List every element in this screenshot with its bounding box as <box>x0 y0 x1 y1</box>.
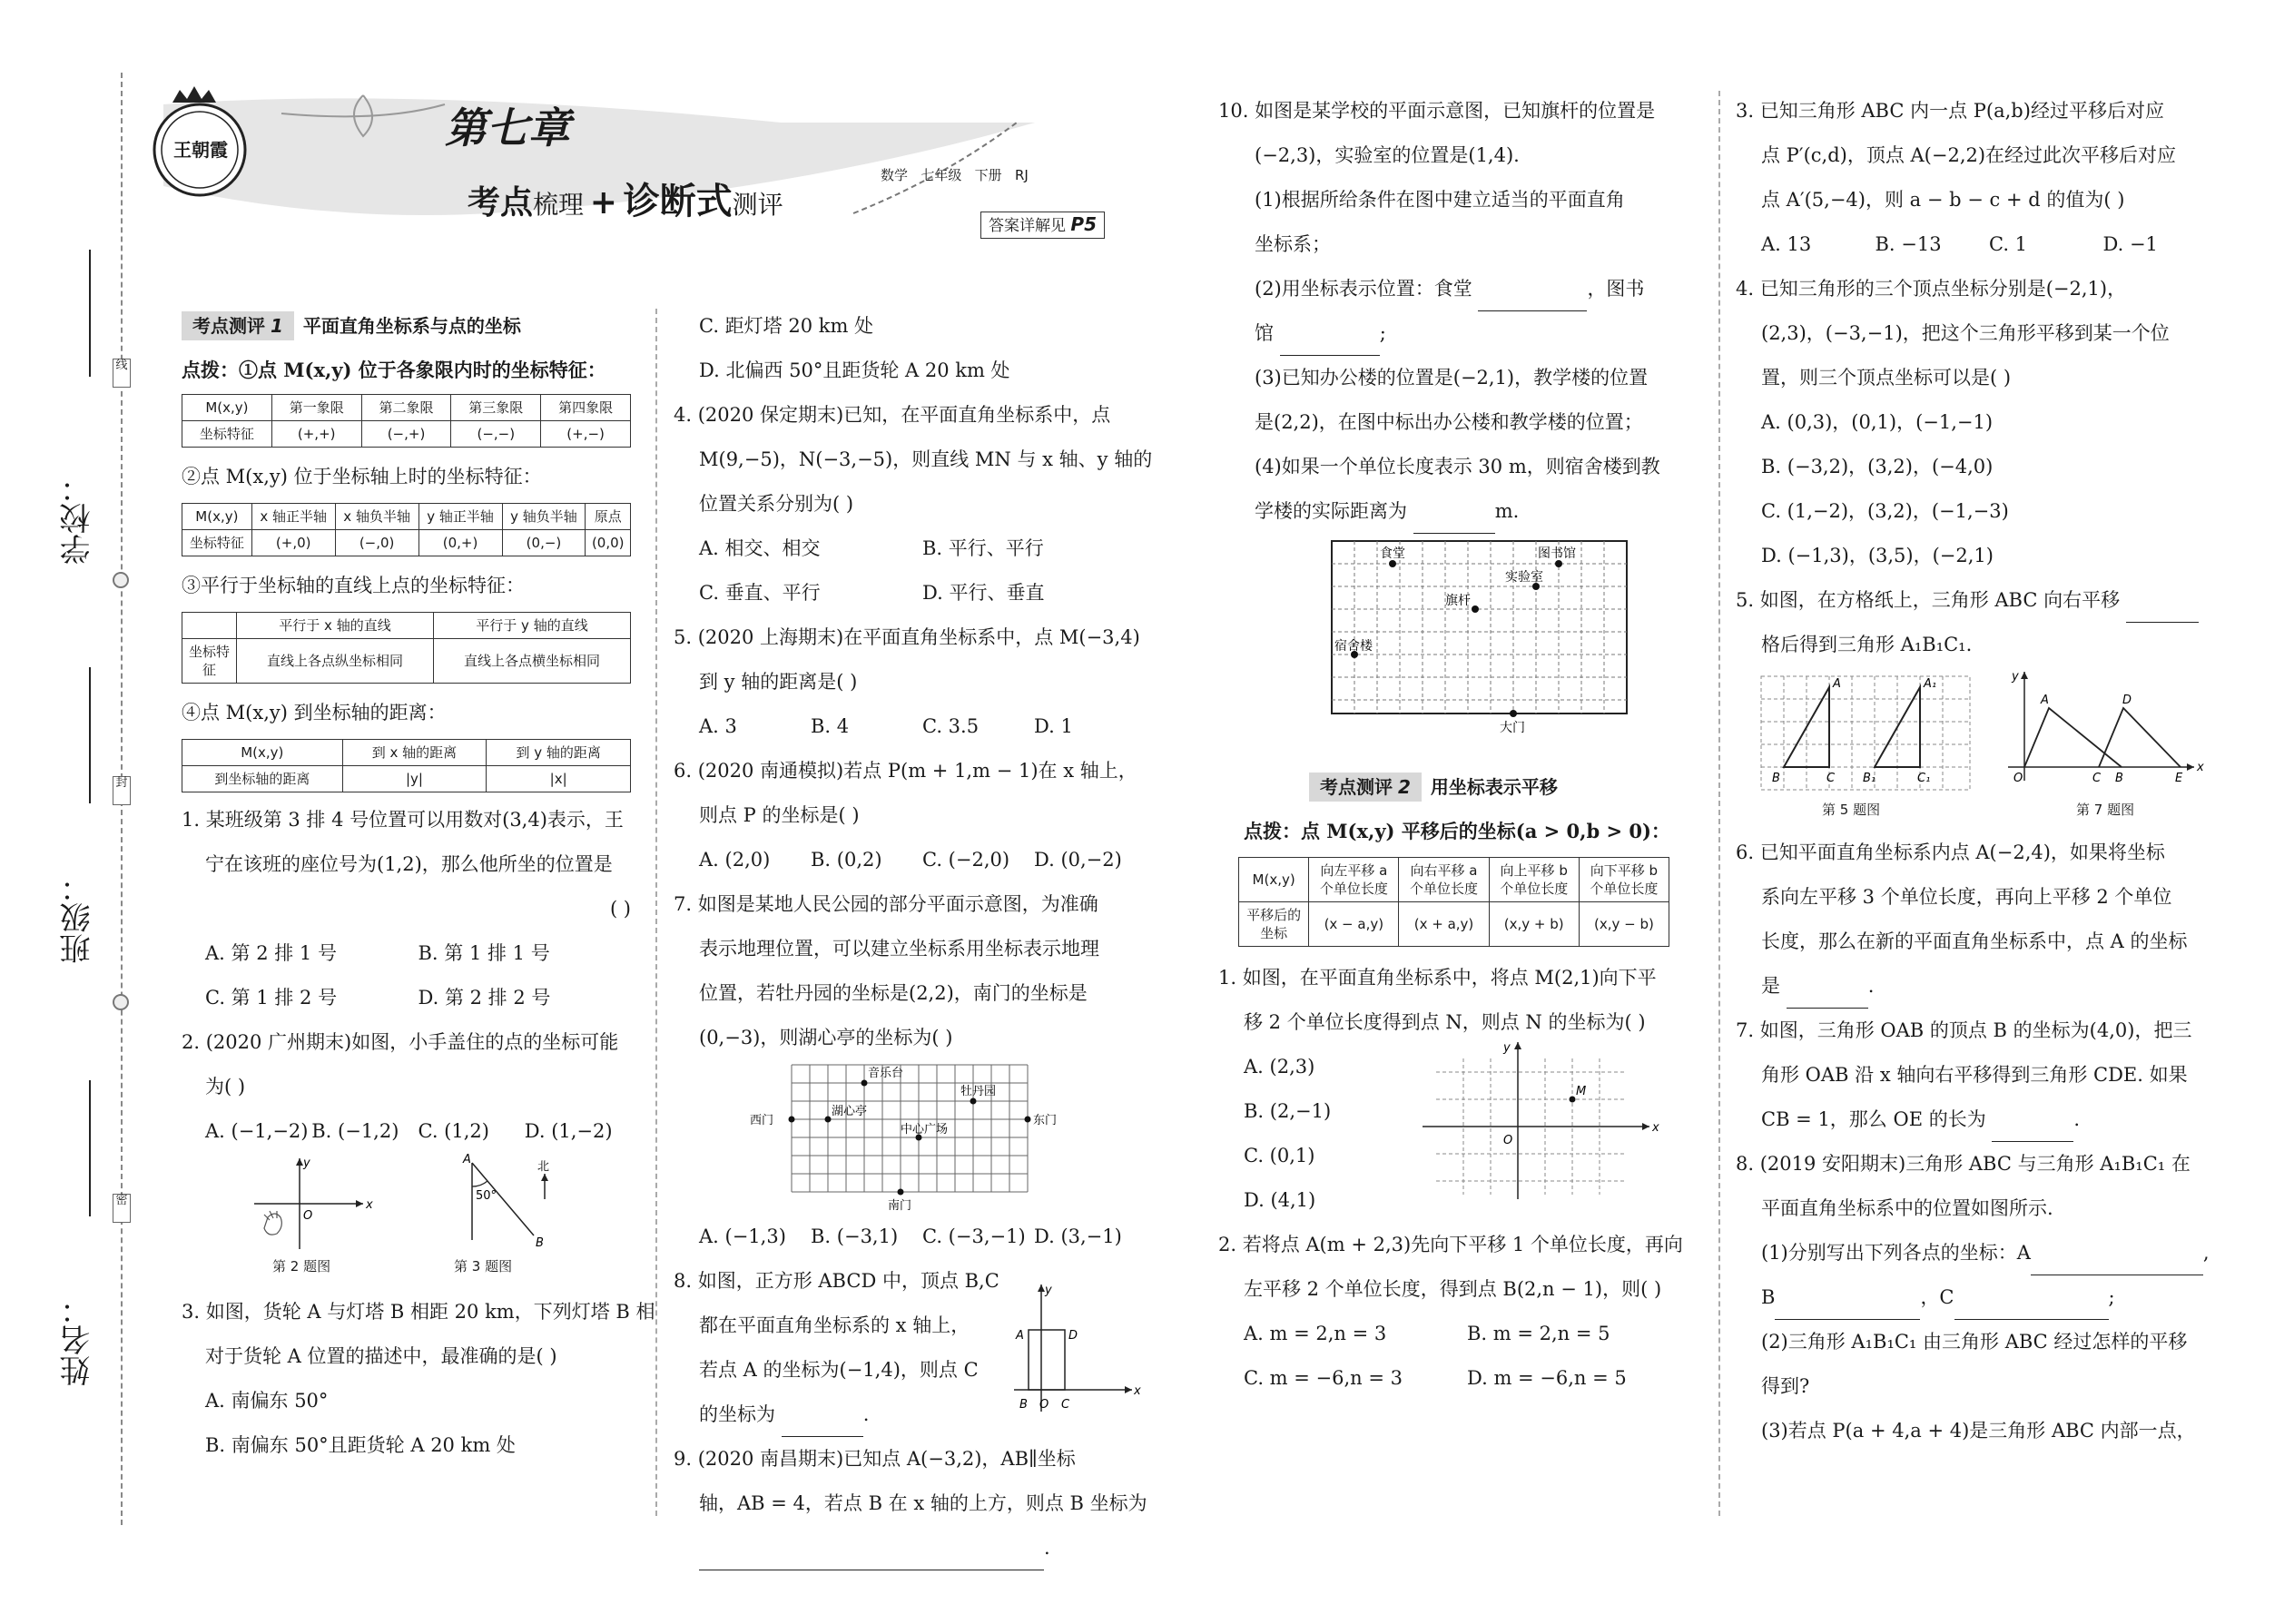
book-volume: 下册 <box>974 167 1002 183</box>
question-10-line-7: (3)已知办公楼的位置是(−2,1)，教学楼的位置 <box>1255 367 1649 389</box>
answer-blank[interactable] <box>1787 985 1868 1009</box>
s2-question-7-line-3: CB = 1，那么 OE 的长为 . <box>1736 1097 2217 1142</box>
s2-figure-1 <box>1409 1031 1690 1204</box>
svg-text:O: O <box>303 1209 313 1223</box>
answer-blank-canteen[interactable] <box>1478 288 1587 311</box>
option-c[interactable]: C. (0,1) <box>1244 1145 1315 1166</box>
svg-text:A: A <box>1016 1329 1024 1343</box>
column-2 <box>674 304 1153 1570</box>
school-label-library: 图书馆 <box>1538 546 1576 561</box>
school-label-lab: 实验室 <box>1505 570 1543 585</box>
svg-text:x: x <box>2197 761 2204 774</box>
svg-text:O: O <box>2013 772 2023 785</box>
s2-question-6-line-3: 长度，那么在新的平面直角坐标系中，点 A 的坐标 <box>1761 930 2188 952</box>
question-10-line-8: 是(2,2)，在图中标出办公楼和教学楼的位置； <box>1255 411 1643 433</box>
option-b[interactable]: B. (0,2) <box>811 849 882 871</box>
question-9-line-1: 9. (2020 南昌期末)已知点 A(−3,2)，AB∥坐标 <box>674 1448 1076 1470</box>
option-d[interactable]: D. (1,−2) <box>524 1120 613 1142</box>
svg-text:x: x <box>366 1198 373 1212</box>
column-divider <box>1718 91 1720 1516</box>
question-4-line-3: 位置关系分别为( ) <box>699 493 854 515</box>
svg-text:x: x <box>1134 1384 1141 1398</box>
s2-question-3-options <box>1736 222 2217 267</box>
svg-text:C₁: C₁ <box>1917 772 1931 785</box>
figures-5-7 <box>1736 667 2217 831</box>
svg-text:北: 北 <box>537 1160 550 1174</box>
option-d[interactable]: D. 平行、垂直 <box>922 582 1045 604</box>
question-4-options <box>674 571 1146 615</box>
axis-distance-table: M(x,y) 到 x 轴的距离 到 y 轴的距离 到坐标轴的距离 |y| |x| <box>182 739 631 792</box>
book-subject: 数学 <box>881 167 909 183</box>
section-tag: 考点测评 2 <box>1309 773 1422 802</box>
question-8-line-3: 若点 A 的坐标为(−1,4)，则点 C <box>699 1359 979 1381</box>
book-grade: 七年级 <box>921 167 962 183</box>
translation-table: M(x,y) 向左平移 a 个单位长度 向右平移 a 个单位长度 向上平移 b 个单位长度 向下平移 b 个单位长度 平移后的坐标 (x − a,y) (x + a,y) (x,y + b) (x,y − b) <box>1238 857 1669 947</box>
park-map-figure <box>674 1060 1146 1215</box>
s2-question-6-line-2: 系向左平移 3 个单位长度，再向上平移 2 个单位 <box>1761 886 2172 908</box>
park-label-east: 东门 <box>1033 1114 1058 1127</box>
s2-question-8-line-7: (3)若点 P(a + 4,a + 4)是三角形 ABC 内部一点， <box>1761 1420 2196 1442</box>
answer-blank-a[interactable] <box>2031 1252 2203 1275</box>
seal-tag-seal: 封 <box>113 776 131 805</box>
question-4-line-1: 4. (2020 保定期末)已知，在平面直角坐标系中，点 <box>674 404 1111 426</box>
s2-question-6-line-1: 6. 已知平面直角坐标系内点 A(−2,4)，如果将坐标 <box>1736 842 2165 863</box>
s2-question-4-line-1: 4. 已知三角形的三个顶点坐标分别是(−2,1)， <box>1736 278 2127 300</box>
svg-text:C: C <box>2092 772 2102 785</box>
park-label-west: 西门 <box>750 1114 774 1127</box>
option-a[interactable]: A. 相交、相交 <box>699 537 821 559</box>
question-7-options <box>674 1215 1146 1259</box>
svg-text:A₁: A₁ <box>1924 677 1937 691</box>
school-map-figure <box>1218 534 1690 738</box>
option-d[interactable]: D. 第 2 排 2 号 <box>418 987 551 1009</box>
svg-text:B: B <box>1019 1398 1028 1412</box>
binding-hole <box>113 994 129 1010</box>
figure-2-caption: 第 2 题图 <box>272 1258 331 1275</box>
svg-text:O: O <box>1503 1134 1513 1147</box>
option-c[interactable]: C. 第 1 排 2 号 <box>205 987 338 1009</box>
tip-3: ③平行于坐标轴的直线上点的坐标特征： <box>182 575 525 596</box>
subtitle-plus: + <box>589 183 617 221</box>
figure-7-caption: 第 7 题图 <box>2076 802 2135 818</box>
question-10-line-4: 坐标系； <box>1255 233 1331 255</box>
binding-hole <box>113 572 129 588</box>
option-b[interactable]: B. m = 2,n = 5 <box>1467 1323 1610 1344</box>
svg-text:D: D <box>1068 1329 1078 1343</box>
question-10-line-5: (2)用坐标表示位置：食堂 ，图书 <box>1218 267 1690 311</box>
question-8-line-4: 的坐标为 . <box>674 1393 1146 1437</box>
svg-text:y: y <box>1045 1284 1052 1297</box>
answer-ref-label: 答案详解见 <box>989 217 1066 235</box>
option-a[interactable]: A. (0,3)，(0,1)，(−1,−1) <box>1761 411 1994 433</box>
svg-text:x: x <box>1652 1121 1659 1135</box>
section-tag: 考点测评 1 <box>182 311 294 340</box>
s2-question-1-line-1: 1. 如图，在平面直角坐标系中，将点 M(2,1)向下平 <box>1218 967 1657 989</box>
answer-blank[interactable] <box>699 1547 1044 1570</box>
parallel-line-table: 平行于 x 轴的直线 平行于 y 轴的直线 坐标特征 直线上各点纵坐标相同 直线上各点横坐标相同 <box>182 612 631 684</box>
question-8 <box>674 1259 1146 1437</box>
question-9-line-2: 轴，AB = 4，若点 B 在 x 轴的上方，则点 B 坐标为 <box>699 1492 1147 1514</box>
class-label: 班级： <box>60 871 96 964</box>
quadrant-sign-table: M(x,y) 第一象限 第二象限 第三象限 第四象限 坐标特征 (+,+) (−,+) (−,−) (+,−) <box>182 394 631 448</box>
option-c[interactable]: C. (1,2) <box>418 1120 489 1142</box>
s2-question-6-line-4: 是 . <box>1736 964 2217 1009</box>
question-8-line-2: 都在平面直角坐标系的 x 轴上， <box>699 1314 970 1336</box>
option-c[interactable]: C. (−3,−1) <box>922 1225 1026 1247</box>
s2-question-3-line-1: 3. 已知三角形 ABC 内一点 P(a,b)经过平移后对应 <box>1736 100 2164 122</box>
park-grid <box>674 1060 1146 1215</box>
s2-question-8-line-3: (1)分别写出下列各点的坐标：A , <box>1736 1231 2217 1275</box>
answer-blank-c[interactable] <box>1954 1296 2109 1320</box>
question-10-line-6: 馆 ; <box>1218 311 1690 356</box>
option-d[interactable]: D. m = −6,n = 5 <box>1467 1367 1627 1389</box>
question-10-line-1: 10. 如图是某学校的平面示意图，已知旗杆的位置是 <box>1218 100 1656 122</box>
svg-text:C: C <box>1061 1398 1070 1412</box>
question-6-options <box>674 838 1146 882</box>
tip-translation: 点拨：点 M(x,y) 平移后的坐标(a > 0,b > 0)： <box>1244 820 1670 842</box>
publisher-logo: 王朝霞 <box>173 139 228 161</box>
question-1-options <box>182 976 631 1020</box>
option-c[interactable]: C. 3.5 <box>922 715 980 737</box>
option-b[interactable]: B. 南偏东 50°且距货轮 A 20 km 处 <box>205 1434 516 1456</box>
answer-blank-distance[interactable] <box>1413 510 1495 534</box>
question-8-line-1: 8. 如图，正方形 ABCD 中，顶点 B,C <box>674 1270 999 1292</box>
option-b[interactable]: B. (−1,2) <box>311 1120 399 1142</box>
question-5-options <box>674 704 1146 749</box>
svg-text:B: B <box>2115 772 2123 785</box>
option-b[interactable]: B. −13 <box>1875 233 1942 255</box>
tip-2: ②点 M(x,y) 位于坐标轴上时的坐标特征： <box>182 466 542 487</box>
answer-ref-page: P5 <box>1070 213 1097 235</box>
s2-question-1-options-and-figure <box>1218 1041 1690 1223</box>
school-label-gate: 大门 <box>1500 721 1525 735</box>
question-10-line-2: (−2,3)，实验室的位置是(1,4). <box>1255 144 1520 166</box>
s2-question-2-line-1: 2. 若将点 A(m + 2,3)先向下平移 1 个单位长度，再向 <box>1218 1234 1683 1255</box>
header-banner <box>145 86 1189 268</box>
name-write-line <box>89 1080 91 1216</box>
option-b[interactable]: B. (2,−1) <box>1244 1100 1332 1122</box>
name-label: 姓名： <box>60 1294 96 1386</box>
book-edition: RJ <box>1014 167 1029 183</box>
svg-text:A: A <box>463 1154 471 1166</box>
question-6-line-1: 6. (2020 南通模拟)若点 P(m + 1,m − 1)在 x 轴上， <box>674 760 1137 782</box>
question-2-line-2: 为( ) <box>205 1076 246 1097</box>
option-b[interactable]: B. 平行、平行 <box>922 537 1044 559</box>
option-a[interactable]: A. (2,0) <box>699 849 771 871</box>
subtitle-part-b: 梳理 <box>533 190 585 220</box>
svg-text:A: A <box>1833 677 1841 691</box>
option-a[interactable]: A. 3 <box>699 715 737 737</box>
s2-question-3-line-2: 点 P′(c,d)，顶点 A(−2,2)在经过此次平移后对应 <box>1761 144 2177 166</box>
option-c[interactable]: C. 距灯塔 20 km 处 <box>699 315 874 337</box>
option-b[interactable]: B. (−3,2)，(3,2)，(−4,0) <box>1761 456 1994 477</box>
s2-question-8-line-2: 平面直角坐标系中的位置如图所示. <box>1761 1197 2053 1219</box>
question-3-line-2: 对于货轮 A 位置的描述中，最准确的是( ) <box>205 1345 557 1367</box>
question-1-options <box>182 931 631 976</box>
svg-text:D: D <box>2122 694 2132 707</box>
s2-question-8-line-5: (2)三角形 A₁B₁C₁ 由三角形 ABC 经过怎样的平移 <box>1761 1331 2188 1353</box>
option-d[interactable]: D. (3,−1) <box>1034 1225 1122 1247</box>
question-4-line-2: M(9,−5)，N(−3,−5)，则直线 MN 与 x 轴、y 轴的 <box>699 448 1153 470</box>
school-label-canteen: 食堂 <box>1380 546 1405 561</box>
school-label-dorm: 宿舍楼 <box>1334 639 1373 654</box>
question-3-line-1: 3. 如图，货轮 A 与灯塔 B 相距 20 km，下列灯塔 B 相 <box>182 1301 655 1323</box>
s2-question-8-line-6: 得到? <box>1761 1375 1810 1397</box>
subtitle-part-d: 测评 <box>732 190 783 220</box>
option-c[interactable]: C. (1,−2)，(3,2)，(−1,−3) <box>1761 500 2009 522</box>
subtitle-part-a: 考点 <box>468 183 534 221</box>
question-7-line-2: 表示地理位置，可以建立坐标系用坐标表示地理 <box>699 938 1099 960</box>
s2-question-3-line-3: 点 A′(5,−4)，则 a − b − c + d 的值为( ) <box>1761 189 2125 211</box>
option-b[interactable]: B. 4 <box>811 715 850 737</box>
question-7-line-3: 位置，若牡丹园的坐标是(2,2)，南门的坐标是 <box>699 982 1088 1004</box>
seal-tag-secret: 密 <box>113 1194 131 1223</box>
s2-question-8-line-4: B ，C ; <box>1736 1275 2217 1320</box>
option-c[interactable]: C. m = −6,n = 3 <box>1244 1367 1403 1389</box>
svg-text:C: C <box>1826 772 1836 785</box>
svg-text:E: E <box>2175 772 2183 785</box>
figure-5-7-graphic <box>1736 667 2217 831</box>
section-title: 用坐标表示平移 <box>1430 776 1558 798</box>
question-6-line-2: 则点 P 的坐标是( ) <box>699 804 860 826</box>
s2-question-2-options <box>1218 1312 1690 1356</box>
svg-text:y: y <box>303 1156 310 1170</box>
option-a[interactable]: A. 南偏东 50° <box>205 1390 329 1412</box>
question-1-line-1: 1. 某班级第 3 排 4 号位置可以用数对(3,4)表示，王 <box>182 809 624 831</box>
option-d[interactable]: D. 1 <box>1034 715 1073 737</box>
book-info <box>881 166 1029 184</box>
svg-text:50°: 50° <box>476 1189 497 1203</box>
section-2-heading <box>1218 773 1690 802</box>
park-label-plaza: 中心广场 <box>901 1123 949 1137</box>
answer-blank[interactable] <box>2126 599 2199 623</box>
svg-text:B: B <box>536 1236 544 1250</box>
s2-question-5-line-1: 5. 如图，在方格纸上，三角形 ABC 向右平移 <box>1736 578 2217 623</box>
option-d[interactable]: D. (0,−2) <box>1034 849 1122 871</box>
column-3 <box>1218 89 1690 1401</box>
school-label: 学校： <box>60 472 96 565</box>
school-grid <box>1218 534 1690 738</box>
figure-3-caption: 第 3 题图 <box>454 1258 513 1275</box>
question-10-line-10: 学楼的实际距离为 m. <box>1218 489 1690 534</box>
class-write-line <box>89 667 91 803</box>
option-c[interactable]: C. 垂直、平行 <box>699 582 821 604</box>
s2-question-2-options <box>1218 1356 1690 1401</box>
park-label-south: 南门 <box>888 1199 912 1213</box>
section-1-heading <box>182 311 631 340</box>
answer-blank[interactable] <box>1992 1118 2073 1142</box>
s2-question-1-line-2: 移 2 个单位长度得到点 N，则点 N 的坐标为( ) <box>1244 1011 1646 1033</box>
chapter-header <box>145 86 1189 268</box>
option-b[interactable]: B. (−3,1) <box>811 1225 899 1247</box>
school-label-flagpole: 旗杆 <box>1445 594 1471 608</box>
question-7-line-4: (0,−3)，则湖心亭的坐标为( ) <box>699 1027 953 1048</box>
option-d[interactable]: D. (4,1) <box>1244 1189 1316 1211</box>
column-1 <box>182 304 655 1468</box>
option-a[interactable]: A. m = 2,n = 3 <box>1244 1323 1387 1344</box>
column-4 <box>1736 89 2217 1453</box>
figure-5-caption: 第 5 题图 <box>1822 802 1881 818</box>
axis-sign-table: M(x,y) x 轴正半轴 x 轴负半轴 y 轴正半轴 y 轴负半轴 原点 坐标特征 (+,0) (−,0) (0,+) (0,−) (0,0) <box>182 503 631 556</box>
s2-question-2-line-2: 左平移 2 个单位长度，得到点 B(2,n − 1)，则( ) <box>1244 1278 1662 1300</box>
svg-text:y: y <box>2012 670 2019 684</box>
option-a[interactable]: A. 13 <box>1761 233 1812 255</box>
question-2-options <box>182 1109 631 1154</box>
question-5-line-1: 5. (2020 上海期末)在平面直角坐标系中，点 M(−3,4) <box>674 626 1140 648</box>
figure-2-3-graphic <box>182 1154 631 1290</box>
option-a[interactable]: A. (2,3) <box>1244 1056 1315 1078</box>
park-label-lake: 湖心亭 <box>832 1105 868 1118</box>
answer-blank-b[interactable] <box>1775 1296 1920 1320</box>
svg-text:O: O <box>1039 1398 1049 1412</box>
question-7-line-1: 7. 如图是某地人民公园的部分平面示意图，为准确 <box>674 893 1098 915</box>
s2-question-7-line-1: 7. 如图，三角形 OAB 的顶点 B 的坐标为(4,0)，把三 <box>1736 1019 2192 1041</box>
figures-2-3 <box>182 1154 631 1290</box>
option-b[interactable]: B. 第 1 排 1 号 <box>418 942 550 964</box>
s2-question-4-line-2: (2,3)，(−3,−1)，把这个三角形平移到某一个位 <box>1761 322 2170 344</box>
tip-1: 点拨：①点 M(x,y) 位于各象限内时的坐标特征： <box>182 359 606 381</box>
s2-question-7-line-2: 角形 OAB 沿 x 轴向右平移得到三角形 CDE. 如果 <box>1761 1064 2188 1086</box>
park-label-peony: 牡丹园 <box>960 1085 997 1098</box>
option-d[interactable]: D. (−1,3)，(3,5)，(−2,1) <box>1761 545 1994 566</box>
option-d[interactable]: D. 北偏西 50°且距货轮 A 20 km 处 <box>699 359 1010 381</box>
section-title: 平面直角坐标系与点的坐标 <box>302 315 521 337</box>
svg-text:y: y <box>1503 1041 1511 1055</box>
park-label-music: 音乐台 <box>868 1067 904 1080</box>
option-c[interactable]: C. 1 <box>1989 233 2028 255</box>
seal-tag-line: 线 <box>113 359 131 388</box>
question-5-line-2: 到 y 轴的距离是( ) <box>699 671 858 693</box>
s2-question-4-line-3: 置，则三个顶点坐标可以是( ) <box>1761 367 2012 389</box>
column-divider <box>655 309 657 1516</box>
svg-text:M: M <box>1576 1085 1587 1098</box>
question-1-answer-bracket: ( ) <box>609 898 631 920</box>
option-c[interactable]: C. (−2,0) <box>922 849 1010 871</box>
answer-blank[interactable] <box>782 1413 863 1437</box>
question-1-line-2: 宁在该班的座位号为(1,2)，那么他所坐的位置是 <box>205 853 613 875</box>
header-subtitle <box>468 179 783 230</box>
svg-text:B₁: B₁ <box>1863 772 1876 785</box>
question-2-line-1: 2. (2020 广州期末)如图，小手盖住的点的坐标可能 <box>182 1031 619 1053</box>
option-a[interactable]: A. (−1,3) <box>699 1225 786 1247</box>
answer-reference <box>980 212 1105 239</box>
school-write-line <box>89 250 91 377</box>
svg-text:B: B <box>1772 772 1780 785</box>
figure-8-square <box>1005 1275 1141 1421</box>
question-9-answer: . <box>674 1526 1146 1570</box>
s2-question-5-line-2: 格后得到三角形 A₁B₁C₁. <box>1761 634 1973 655</box>
chapter-title: 第七章 <box>445 103 570 153</box>
question-10-line-9: (4)如果一个单位长度表示 30 m，则宿舍楼到教 <box>1255 456 1660 477</box>
svg-text:A: A <box>2041 694 2049 707</box>
question-4-options <box>674 527 1146 571</box>
option-a[interactable]: A. 第 2 排 1 号 <box>205 942 337 964</box>
answer-blank-library[interactable] <box>1280 332 1380 356</box>
question-10-line-3: (1)根据所给条件在图中建立适当的平面直角 <box>1255 189 1625 211</box>
option-d[interactable]: D. −1 <box>2102 233 2158 255</box>
s2-question-8-line-1: 8. (2019 安阳期末)三角形 ABC 与三角形 A₁B₁C₁ 在 <box>1736 1153 2191 1175</box>
option-a[interactable]: A. (−1,−2) <box>205 1120 309 1142</box>
tip-4: ④点 M(x,y) 到坐标轴的距离： <box>182 702 447 723</box>
subtitle-part-c: 诊断式 <box>623 180 733 222</box>
